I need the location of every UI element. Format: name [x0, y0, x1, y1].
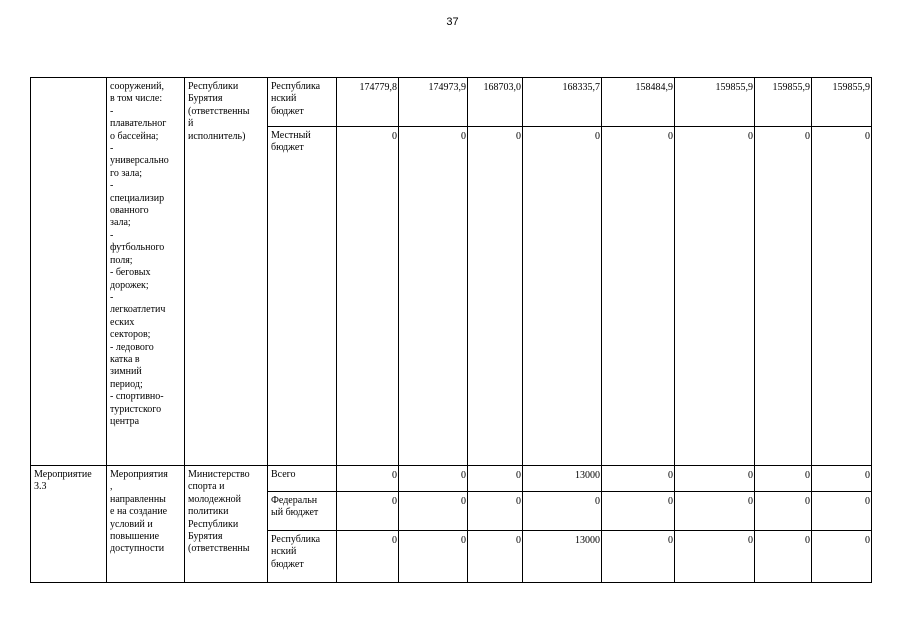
multiline-text [110, 81, 181, 428]
value-cell: 0 [812, 531, 872, 583]
multiline-text [271, 495, 333, 520]
text-line: бюджет [271, 558, 304, 570]
value-cell: 0 [399, 466, 468, 492]
text-line: - [110, 180, 114, 192]
value-cell: 0 [468, 466, 523, 492]
value-cell: 0 [468, 127, 523, 466]
text-line: - [110, 291, 114, 303]
value-cell: 0 [468, 492, 523, 531]
text-line: плавательног [110, 118, 167, 130]
text-line: легкоатлетич [110, 304, 166, 316]
value-cell: 0 [523, 492, 602, 531]
text-line: Республики [188, 518, 239, 530]
value-cell: 0 [812, 127, 872, 466]
measure-description-cell [107, 466, 185, 583]
text-line: зала; [110, 217, 131, 229]
value-cell: 0 [399, 531, 468, 583]
value-cell: 0 [399, 492, 468, 531]
value-cell: 158484,9 [602, 78, 675, 127]
text-line: период; [110, 378, 143, 390]
text-line: Всего [271, 469, 296, 480]
value-cell: 13000 [523, 531, 602, 583]
text-line: поля; [110, 254, 133, 266]
funding-source-cell [268, 531, 337, 583]
text-line: - [110, 105, 114, 117]
value-cell: 159855,9 [755, 78, 812, 127]
funding-source-cell [268, 127, 337, 466]
funding-source-cell [268, 78, 337, 127]
text-line: футбольного [110, 242, 165, 254]
value-cell: 0 [337, 531, 399, 583]
value-cell: 0 [755, 531, 812, 583]
text-line: спорта и [188, 481, 225, 493]
text-line: - ледового [110, 341, 154, 353]
text-line: - [110, 143, 114, 155]
measure-id-cell-empty [31, 78, 107, 466]
text-line: зимний [110, 366, 142, 378]
multiline-text [271, 469, 333, 481]
executor-cell [185, 466, 268, 583]
text-line: Мероприятия [110, 469, 168, 480]
text-line: бюджет [271, 142, 304, 154]
value-cell: 0 [602, 492, 675, 531]
value-cell: 13000 [523, 466, 602, 492]
text-line: туристского [110, 403, 162, 415]
text-line: универсально [110, 155, 169, 167]
text-line: катка в [110, 353, 140, 365]
text-line: секторов; [110, 329, 151, 341]
text-line: Федеральн [271, 495, 318, 506]
measure-description-cell [107, 78, 185, 466]
value-cell: 0 [337, 127, 399, 466]
multiline-text [271, 81, 333, 118]
value-cell: 168703,0 [468, 78, 523, 127]
text-line: дорожек; [110, 279, 149, 291]
text-line: в том числе: [110, 93, 163, 105]
text-line: ованного [110, 205, 149, 217]
text-line: о бассейна; [110, 130, 159, 142]
budget-table [30, 77, 872, 583]
value-cell: 0 [602, 531, 675, 583]
value-cell: 0 [675, 127, 755, 466]
text-line: Мероприятие [34, 469, 92, 480]
value-cell: 0 [755, 492, 812, 531]
multiline-text [188, 469, 264, 556]
text-line: , [110, 481, 113, 493]
value-cell: 0 [602, 466, 675, 492]
text-line: (ответственны [188, 543, 250, 555]
text-line: Республики [188, 81, 239, 92]
text-line: нский [271, 93, 297, 105]
value-cell: 0 [755, 127, 812, 466]
multiline-text [271, 130, 333, 155]
table-row [31, 78, 872, 127]
value-cell: 0 [337, 466, 399, 492]
text-line: повышение [110, 531, 160, 543]
value-cell: 0 [602, 127, 675, 466]
text-line: - спортивно- [110, 391, 164, 403]
value-cell: 0 [399, 127, 468, 466]
text-line: Местный [271, 130, 311, 141]
funding-source-cell [268, 492, 337, 531]
value-cell: 0 [812, 466, 872, 492]
text-line: го зала; [110, 167, 143, 179]
value-cell: 0 [337, 492, 399, 531]
text-line: - [110, 229, 114, 241]
text-line: ый бюджет [271, 507, 319, 519]
text-line: - беговых [110, 267, 151, 279]
value-cell: 174779,8 [337, 78, 399, 127]
text-line: бюджет [271, 105, 304, 117]
value-cell: 168335,7 [523, 78, 602, 127]
executor-cell [185, 78, 268, 466]
value-cell: 0 [755, 466, 812, 492]
measure-id-cell [31, 466, 107, 583]
text-line: Республика [271, 534, 321, 545]
funding-source-cell [268, 466, 337, 492]
multiline-text [34, 469, 103, 494]
value-cell: 0 [675, 531, 755, 583]
text-line: й [188, 118, 194, 130]
text-line: доступности [110, 543, 165, 555]
text-line: специализир [110, 192, 165, 204]
multiline-text [271, 534, 333, 571]
value-cell: 0 [523, 127, 602, 466]
text-line: центра [110, 415, 140, 427]
text-line: Бурятия [188, 531, 223, 543]
text-line: молодежной [188, 493, 242, 505]
text-line: Республика [271, 81, 321, 92]
text-line: исполнитель) [188, 130, 246, 142]
text-line: 3.3 [34, 481, 47, 493]
text-line: Бурятия [188, 93, 223, 105]
text-line: (ответственны [188, 105, 250, 117]
text-line: е на создание [110, 506, 168, 518]
value-cell: 0 [812, 492, 872, 531]
text-line: условий и [110, 518, 153, 530]
text-line: сооружений, [110, 81, 164, 92]
multiline-text [110, 469, 181, 556]
value-cell: 0 [468, 531, 523, 583]
value-cell: 174973,9 [399, 78, 468, 127]
value-cell: 159855,9 [675, 78, 755, 127]
text-line: направленны [110, 493, 166, 505]
value-cell: 0 [675, 466, 755, 492]
text-line: нский [271, 546, 297, 558]
page-number: 37 [446, 16, 459, 28]
value-cell: 159855,9 [812, 78, 872, 127]
text-line: Министерство [188, 469, 250, 480]
multiline-text [188, 81, 264, 143]
value-cell: 0 [675, 492, 755, 531]
text-line: политики [188, 506, 229, 518]
text-line: еских [110, 316, 135, 328]
table-row [31, 466, 872, 492]
